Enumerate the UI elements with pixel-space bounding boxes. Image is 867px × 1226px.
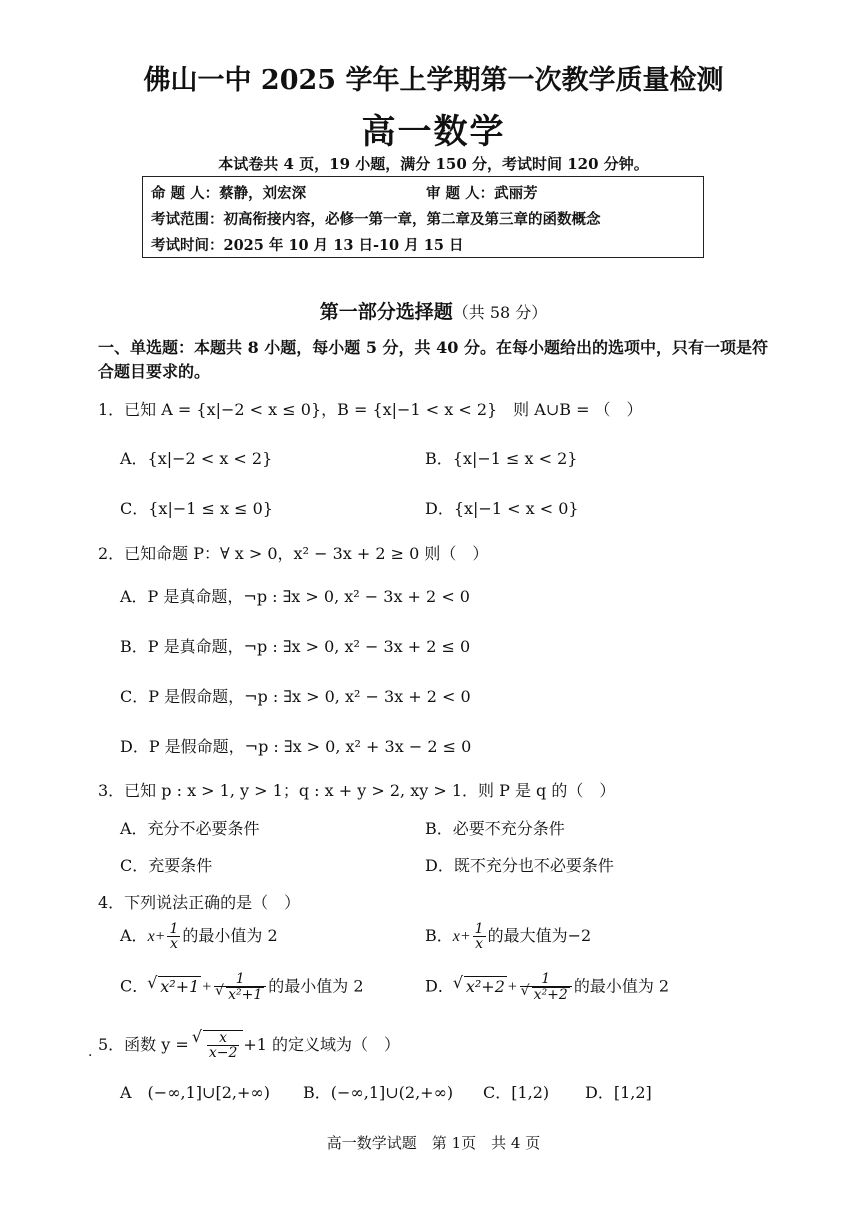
question-3-option-a: A．充分不必要条件: [120, 819, 260, 838]
question-1-option-b: B．{x|−1 ≤ x < 2}: [425, 449, 578, 468]
info-time: 考试时间：2025 年 10 月 13 日-10 月 15 日: [151, 237, 464, 254]
question-4-stem: 4．下列说法正确的是（ ）: [98, 893, 301, 912]
question-4-option-b: [425, 922, 591, 951]
question-3-stem: 3．已知 p : x > 1, y > 1；q : x + y > 2, xy > 1．则 P 是 q 的（ ）: [98, 781, 616, 800]
info-scope: 考试范围：初高衔接内容，必修一第一章，第二章及第三章的函数概念: [151, 211, 601, 228]
fraction-d: 1 √ x²+2: [520, 972, 572, 1002]
question-5-suffix: +1 的定义域为（ ）: [243, 1035, 401, 1054]
sqrt-domain: √ $\frac{x}{x-2}$: [203, 1030, 244, 1060]
question-2-option-c: C．P 是假命题，¬p : ∃x > 0, x² − 3x + 2 < 0: [120, 687, 471, 706]
fraction-c: 1 √ x²+1: [214, 972, 266, 1002]
info-box: [142, 176, 704, 258]
question-2-option-b: B．P 是真命题，¬p : ∃x > 0, x² − 3x + 2 ≤ 0: [120, 637, 471, 656]
question-3-option-d: D．既不充分也不必要条件: [425, 856, 614, 875]
question-4-option-a: [120, 922, 278, 951]
question-5-option-d: D．[1,2]: [585, 1083, 652, 1102]
fraction-a: $\frac{1}{x}$: [169, 921, 179, 952]
info-author: 命 题 人：蔡静，刘宏深: [151, 185, 307, 202]
question-1-option-a: A．{x|−2 < x < 2}: [120, 449, 273, 468]
question-1-stem: 1．已知 A = {x|−2 < x ≤ 0}，B = {x|−1 < x < 2} 则 A∪B = （ ）: [98, 400, 643, 419]
question-3-option-b: B．必要不充分条件: [425, 819, 565, 838]
section-heading: 一、单选题：本题共 8 小题，每小题 5 分，共 40 分。在每小题给出的选项中，只有一项是符: [98, 338, 768, 357]
option-a-label: A．: [120, 926, 148, 945]
option-b-text: 的最大值为−2: [487, 926, 592, 945]
question-1-option-c: C．{x|−1 ≤ x ≤ 0}: [120, 499, 273, 518]
option-a-text: 的最小值为 2: [182, 926, 278, 945]
option-d-text: 的最小值为 2: [573, 976, 670, 996]
formula-a: x+: [147, 928, 166, 945]
part-title: [0, 297, 867, 324]
question-5-prefix: 5．函数 y =: [98, 1035, 189, 1054]
info-reviewer: 审 题 人：武丽芳: [426, 185, 538, 202]
sqrt-d: √ x²+2: [464, 976, 507, 996]
option-c-text: 的最小值为 2: [268, 976, 364, 996]
question-5-option-c: C．[1,2): [483, 1083, 550, 1102]
exam-title: 佛山一中 2025 学年上学期第一次教学质量检测: [143, 65, 724, 96]
exam-intro: 本试卷共 4 页，19 小题，满分 150 分，考试时间 120 分钟。: [218, 155, 649, 173]
question-5-option-b: B．(−∞,1]∪(2,+∞): [303, 1083, 454, 1102]
stray-dot: ·: [88, 1048, 93, 1064]
question-2-stem: 2．已知命题 P：∀ x > 0，x² − 3x + 2 ≥ 0 则（ ）: [98, 544, 489, 563]
question-2-option-d: D．P 是假命题，¬p : ∃x > 0, x² + 3x − 2 ≤ 0: [120, 737, 472, 756]
option-b-label: B．: [425, 926, 453, 945]
question-3-option-c: C．充要条件: [120, 856, 213, 875]
fraction-b: $\frac{1}{x}$: [474, 921, 484, 952]
question-4-option-c: C．√ x²+1 + 1 √ x²+1 的最小值为 2: [120, 972, 364, 1002]
question-5-stem: [98, 1030, 400, 1060]
option-c-label: C．: [120, 976, 149, 996]
subject-title: 高一数学: [361, 112, 506, 152]
section-heading-cont: 合题目要求的。: [98, 362, 211, 381]
question-5-option-a: A (−∞,1]∪[2,+∞): [120, 1083, 270, 1102]
question-4-option-d: D．√ x²+2 + 1 √ x²+2 的最小值为 2: [425, 972, 669, 1002]
option-d-label: D．: [425, 976, 454, 996]
formula-b: x+: [452, 928, 471, 945]
page-footer: 高一数学试题 第 1页 共 4 页: [326, 1134, 541, 1152]
sqrt-c: √ x²+1: [158, 976, 201, 996]
question-1-option-d: D．{x|−1 < x < 0}: [425, 499, 579, 518]
question-2-option-a: A．P 是真命题，¬p : ∃x > 0, x² − 3x + 2 < 0: [120, 587, 470, 606]
part-points: （共 58 分）: [452, 303, 548, 322]
part-title-text: 第一部分选择题: [319, 301, 453, 323]
